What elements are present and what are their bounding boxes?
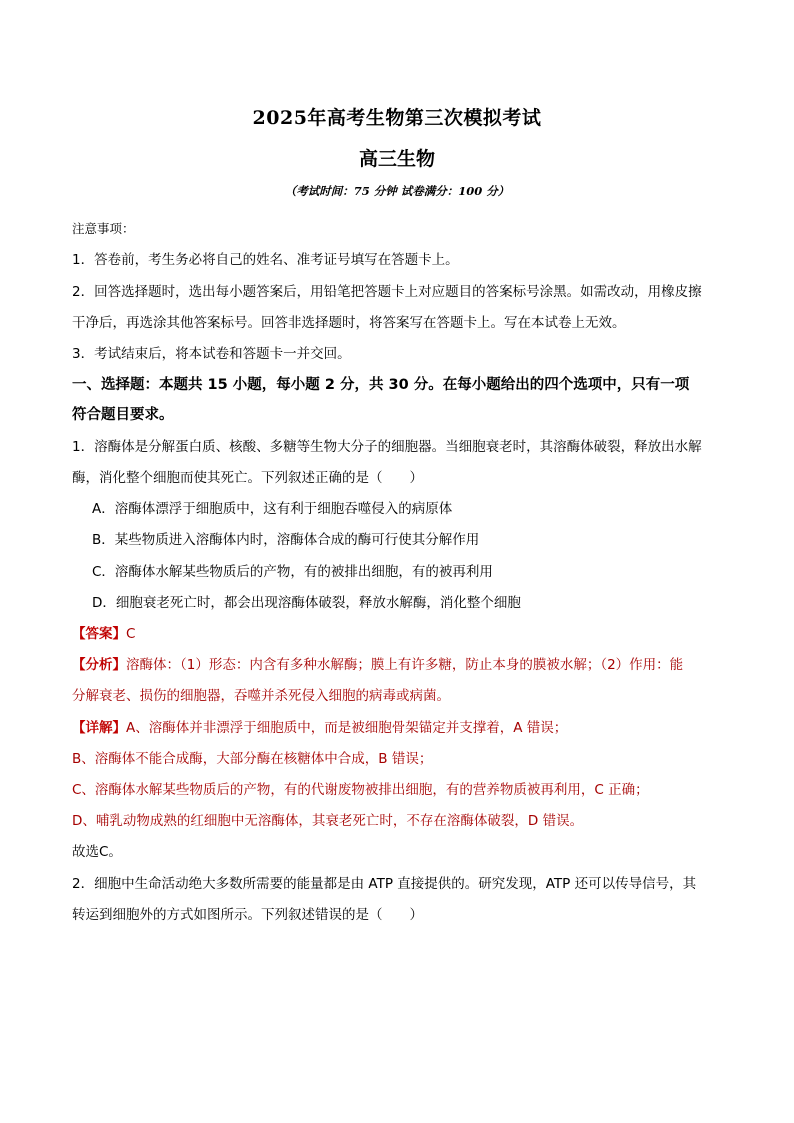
q1-analysis-line-1: [72, 653, 683, 673]
detail-text: A、溶酶体并非漂浮于细胞质中，而是被细胞骨架锚定并支撑着，A 错误；: [126, 720, 568, 736]
q1-conclusion: 故选C。: [72, 844, 122, 860]
q1-detail-line-4: D、哺乳动物成熟的红细胞中无溶酶体，其衰老死亡时，不存在溶酶体破裂，D 错误。: [72, 813, 584, 829]
exam-title: 2025年高考生物第三次模拟考试: [252, 107, 542, 129]
q2-stem-line-1: 2．细胞中生命活动绝大多数所需要的能量都是由 ATP 直接提供的。研究发现，ATP 还可以传导信号，其: [72, 876, 697, 892]
notice-item-1: 1．答卷前，考生务必将自己的姓名、准考证号填写在答题卡上。: [72, 252, 459, 268]
q1-option-b: B．某些物质进入溶酶体内时，溶酶体合成的酶可行使其分解作用: [92, 532, 480, 548]
q1-detail-line-1: [72, 716, 567, 736]
q1-option-c: C．溶酶体水解某些物质后的产物，有的被排出细胞，有的被再利用: [92, 564, 493, 580]
notice-item-2-line-1: 2．回答选择题时，选出每小题答案后，用铅笔把答题卡上对应题目的答案标号涂黑。如需改动，用橡皮擦: [72, 284, 702, 300]
q1-detail-line-2: B、溶酶体不能合成酶，大部分酶在核糖体中合成，B 错误；: [72, 751, 433, 767]
detail-tag: 【详解】: [72, 720, 126, 736]
exam-subtitle: 高三生物: [358, 148, 435, 170]
section-heading-line-1: 一、选择题：本题共 15 小题，每小题 2 分，共 30 分。在每小题给出的四个选项中，只有一项: [72, 377, 690, 393]
q2-stem-line-2: 转运到细胞外的方式如图所示。下列叙述错误的是（ ）: [72, 907, 423, 923]
answer-value: C: [126, 626, 136, 642]
notice-item-3: 3．考试结束后，将本试卷和答题卡一并交回。: [72, 346, 351, 362]
q1-stem-line-2: 酶，消化整个细胞而使其死亡。下列叙述正确的是（ ）: [72, 470, 423, 486]
answer-tag: 【答案】: [72, 626, 126, 642]
q1-analysis-line-2: 分解衰老、损伤的细胞器，吞噬并杀死侵入细胞的病毒或病菌。: [72, 688, 450, 704]
q1-stem-line-1: 1．溶酶体是分解蛋白质、核酸、多糖等生物大分子的细胞器。当细胞衰老时，其溶酶体破裂，释放出水解: [72, 439, 702, 455]
q1-option-d: D．细胞衰老死亡时，都会出现溶酶体破裂，释放水解酶，消化整个细胞: [92, 595, 521, 611]
notice-item-2-line-2: 干净后，再选涂其他答案标号。回答非选择题时，将答案写在答题卡上。写在本试卷上无效。: [72, 315, 626, 331]
analysis-tag: 【分析】: [72, 657, 126, 673]
notice-heading: 注意事项：: [72, 221, 135, 236]
q1-detail-line-3: C、溶酶体水解某些物质后的产物，有的代谢废物被排出细胞，有的营养物质被再利用，C 正确；: [72, 782, 649, 798]
q1-answer: [72, 622, 135, 642]
section-heading-line-2: 符合题目要求。: [72, 407, 174, 423]
q1-option-a: A．溶酶体漂浮于细胞质中，这有利于细胞吞噬侵入的病原体: [92, 501, 453, 517]
analysis-text: 溶酶体：（1）形态：内含有多种水解酶；膜上有许多糖，防止本身的膜被水解；（2）作用：能: [126, 657, 684, 673]
exam-info: （考试时间：75 分钟 试卷满分：100 分）: [284, 184, 510, 198]
